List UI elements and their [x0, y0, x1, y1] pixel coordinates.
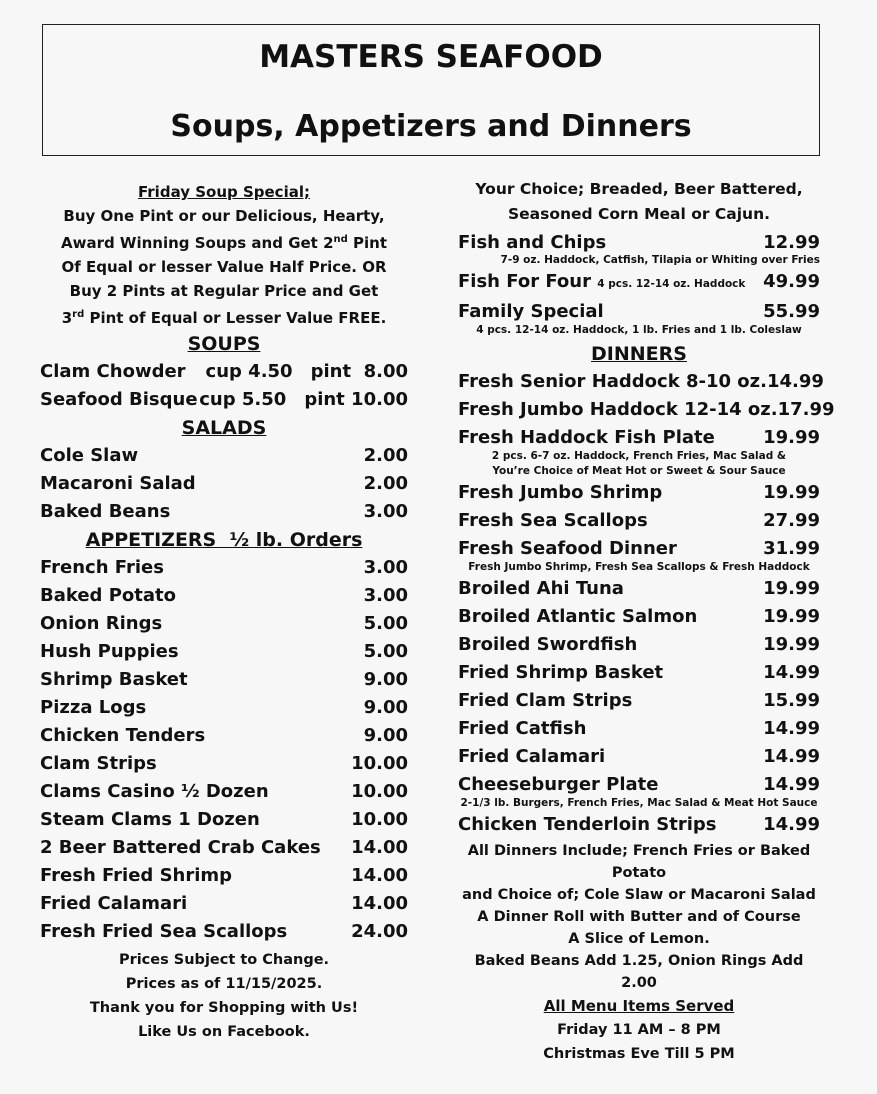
special-line: Buy One Pint or our Delicious, Hearty,: [63, 207, 385, 225]
right-column: [458, 177, 835, 1066]
dinner-item: Broiled Ahi Tuna 19.99: [458, 578, 820, 599]
dinner-item: Fresh Senior Haddock 8-10 oz. 14.99: [458, 371, 824, 392]
choice-line: Seasoned Corn Meal or Cajun.: [507, 205, 771, 223]
dinner-includes: [458, 840, 820, 994]
includes-line: A Dinner Roll with Butter and of Course: [477, 909, 801, 925]
includes-line: Baked Beans Add 1.25, Onion Rings Add 2.00: [474, 953, 804, 991]
soup-special: [40, 181, 408, 330]
footer-line: Like Us on Facebook.: [138, 1024, 310, 1040]
footer-line: Thank you for Shopping with Us!: [89, 1000, 359, 1016]
dinner-item: Fried Calamari 14.99: [458, 746, 820, 767]
soup-name: Clam Chowder: [40, 361, 186, 382]
special-line: Of Equal or lesser Value Half Price. OR: [61, 258, 387, 276]
restaurant-name: MASTERS SEAFOOD: [259, 39, 603, 75]
salad-item: Baked Beans 3.00: [40, 501, 408, 522]
served-line: Christmas Eve Till 5 PM: [543, 1046, 735, 1062]
appetizer-item: Steam Clams 1 Dozen 10.00: [40, 809, 408, 830]
appetizer-item: Fried Calamari 14.00: [40, 893, 408, 914]
pint-price: pint 10.00: [304, 389, 408, 410]
soup-item: [40, 358, 408, 386]
appetizer-item: Clams Casino ½ Dozen 10.00: [40, 781, 408, 802]
salads-heading: SALADS: [181, 417, 267, 439]
cup-price: cup 5.50: [199, 389, 287, 410]
appetizer-item: Onion Rings 5.00: [40, 613, 408, 634]
dinners-heading: DINNERS: [591, 343, 687, 365]
dinner-item: Fresh Jumbo Shrimp 19.99: [458, 482, 820, 503]
fish-item: Fish For Four 4 pcs. 12-14 oz. Haddock 49.99: [458, 271, 820, 292]
appetizer-item: French Fries 3.00: [40, 557, 408, 578]
fish-item: Family Special 55.99: [458, 301, 820, 322]
menu-subtitle: Soups, Appetizers and Dinners: [170, 109, 692, 144]
item-note: 7-9 oz. Haddock, Catfish, Tilapia or Whiting over Fries: [500, 254, 820, 266]
includes-line: All Dinners Include; French Fries or Baked Potato: [467, 843, 811, 881]
special-line: Award Winning Soups and Get 2nd Pint: [60, 234, 388, 252]
dinner-item: Fried Catfish 14.99: [458, 718, 820, 739]
dinner-item: Fried Shrimp Basket 14.99: [458, 662, 820, 683]
item-note: 4 pcs. 12-14 oz. Haddock, 1 lb. Fries and 1 lb. Coleslaw: [476, 324, 802, 336]
appetizer-item: 2 Beer Battered Crab Cakes 14.00: [40, 837, 408, 858]
appetizer-item: Clam Strips 10.00: [40, 753, 408, 774]
footer-line: Prices as of 11/15/2025.: [125, 976, 323, 992]
fish-item: Fish and Chips 12.99: [458, 232, 820, 253]
special-line: Buy 2 Pints at Regular Price and Get: [69, 282, 379, 300]
left-column: [40, 181, 408, 1044]
appetizer-item: Fresh Fried Sea Scallops 24.00: [40, 921, 408, 942]
appetizer-item: Shrimp Basket 9.00: [40, 669, 408, 690]
includes-line: and Choice of; Cole Slaw or Macaroni Salad: [462, 887, 816, 903]
dinner-item: Fresh Sea Scallops 27.99: [458, 510, 820, 531]
dinner-item: Chicken Tenderloin Strips 14.99: [458, 814, 820, 835]
appetizer-item: Pizza Logs 9.00: [40, 697, 408, 718]
served-line: Friday 11 AM – 8 PM: [557, 1022, 721, 1038]
dinner-item: Broiled Swordfish 19.99: [458, 634, 820, 655]
appetizer-item: Baked Potato 3.00: [40, 585, 408, 606]
dinner-item: Fresh Haddock Fish Plate 19.99: [458, 427, 820, 448]
soup-item: [40, 386, 408, 414]
salad-item: Cole Slaw 2.00: [40, 445, 408, 466]
salad-item: Macaroni Salad 2.00: [40, 473, 408, 494]
includes-line: A Slice of Lemon.: [568, 931, 710, 947]
soup-name: Seafood Bisque: [40, 389, 198, 410]
special-line: 3rd Pint of Equal or Lesser Value FREE.: [61, 309, 387, 327]
special-title: Friday Soup Special;: [138, 183, 310, 201]
appetizers-heading: APPETIZERS ½ lb. Orders: [85, 529, 363, 551]
soups-heading: SOUPS: [187, 333, 261, 355]
dinner-item: Fresh Seafood Dinner 31.99: [458, 538, 820, 559]
item-note: 2-1/3 lb. Burgers, French Fries, Mac Salad & Meat Hot Sauce: [460, 797, 818, 809]
cup-price: cup 4.50: [205, 361, 293, 382]
dinner-item: Fresh Jumbo Haddock 12-14 oz. 17.99: [458, 399, 835, 420]
footer-line: Prices Subject to Change.: [118, 952, 330, 968]
footer-notes: [40, 948, 408, 1044]
dinner-item: Cheeseburger Plate 14.99: [458, 774, 820, 795]
choice-line: Your Choice; Breaded, Beer Battered,: [475, 180, 803, 198]
appetizer-item: Hush Puppies 5.00: [40, 641, 408, 662]
menu-header: [42, 24, 820, 156]
item-note: You’re Choice of Meat Hot or Sweet & Sour Sauce: [492, 465, 786, 477]
item-note: 2 pcs. 6-7 oz. Haddock, French Fries, Mac Salad &: [491, 450, 787, 462]
dinner-item: Broiled Atlantic Salmon 19.99: [458, 606, 820, 627]
dinner-item: Fried Clam Strips 15.99: [458, 690, 820, 711]
item-note: Fresh Jumbo Shrimp, Fresh Sea Scallops & Fresh Haddock: [468, 561, 810, 573]
pint-price: pint 8.00: [310, 361, 408, 382]
served-title: All Menu Items Served: [543, 997, 735, 1015]
appetizer-item: Fresh Fried Shrimp 14.00: [40, 865, 408, 886]
appetizer-item: Chicken Tenders 9.00: [40, 725, 408, 746]
